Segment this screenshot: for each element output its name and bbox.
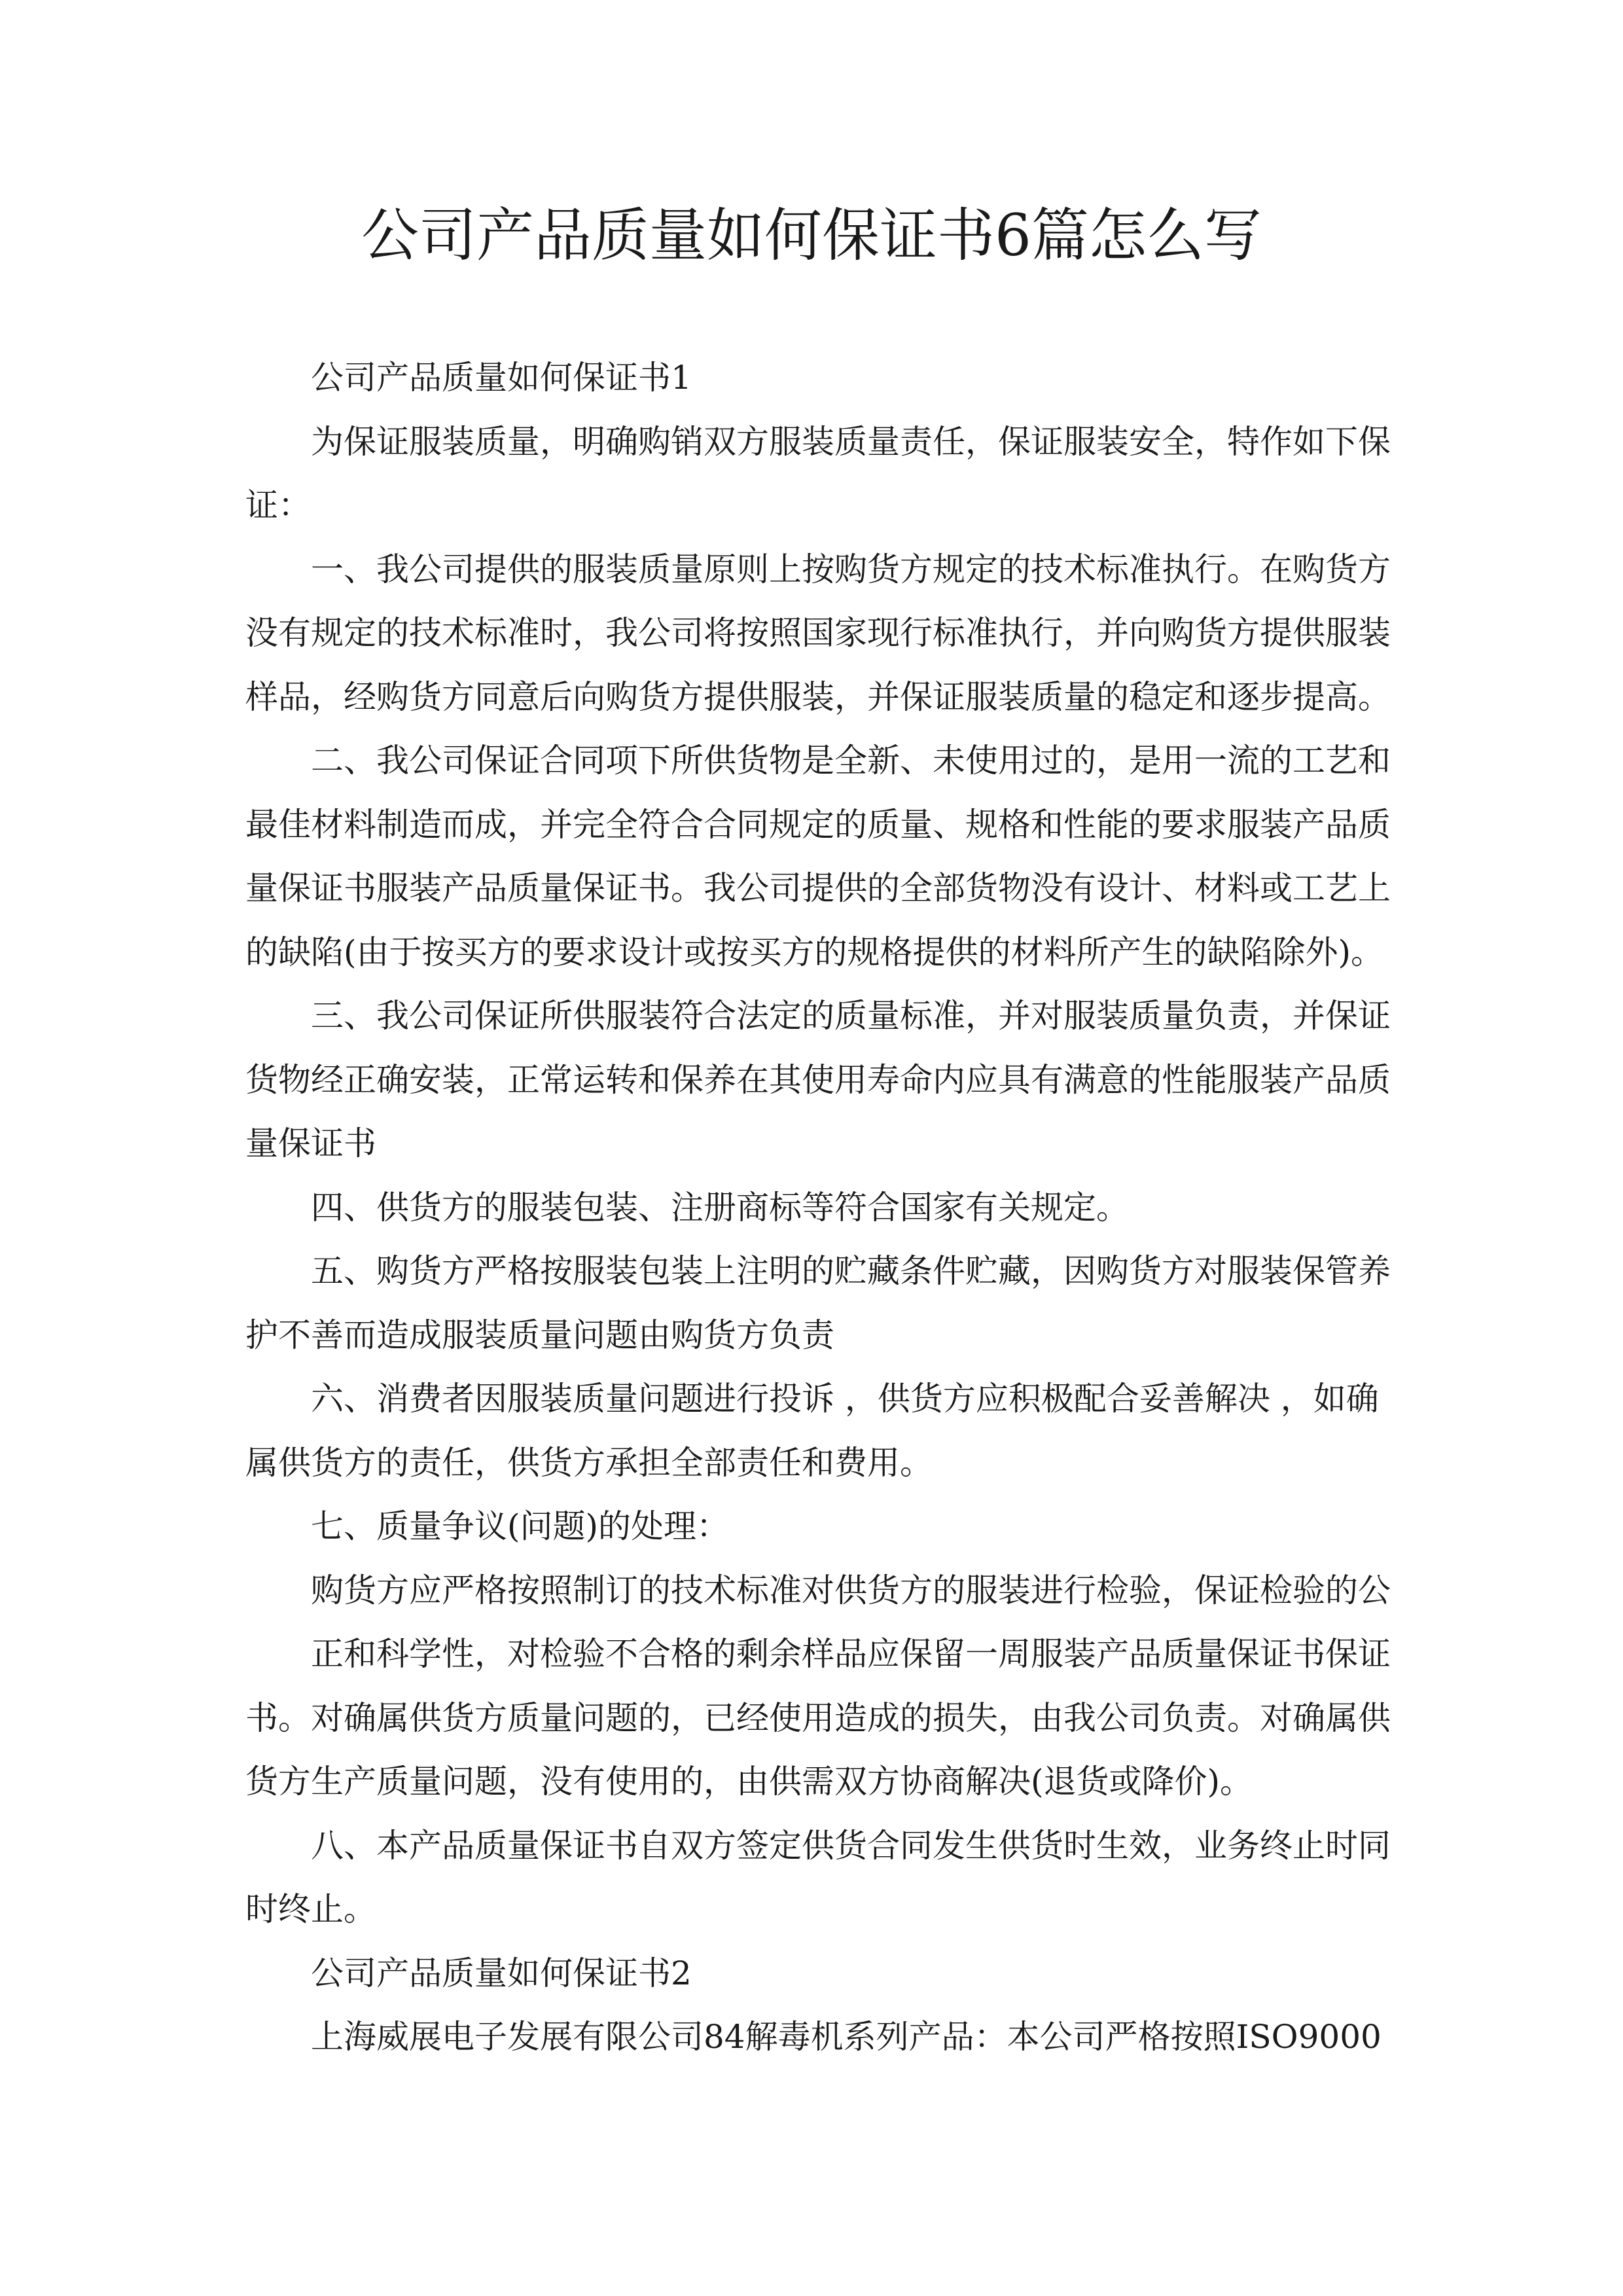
paragraph-line: 货方生产质量问题，没有使用的，由供需双方协商解决(退货或降价)。 bbox=[245, 1763, 1253, 1801]
paragraph-line: 四、供货方的服装包装、注册商标等符合国家有关规定。 bbox=[311, 1189, 1129, 1227]
paragraph-line: 证： bbox=[245, 486, 311, 524]
section-heading: 公司产品质量如何保证书1 bbox=[311, 359, 692, 397]
paragraph-line: 最佳材料制造而成，并完全符合合同规定的质量、规格和性能的要求服装产品质 bbox=[245, 806, 1391, 844]
paragraph-line: 样品，经购货方同意后向购货方提供服装，并保证服装质量的稳定和逐步提高。 bbox=[245, 678, 1391, 716]
paragraph-line: 上海威展电子发展有限公司84解毒机系列产品：本公司严格按照ISO9000 bbox=[311, 2018, 1382, 2056]
paragraph-line: 购货方应严格按照制订的技术标准对供货方的服装进行检验，保证检验的公 bbox=[311, 1571, 1391, 1609]
paragraph-line: 正和科学性，对检验不合格的剩余样品应保留一周服装产品质量保证书保证 bbox=[311, 1635, 1391, 1673]
paragraph-line: 属供货方的责任，供货方承担全部责任和费用。 bbox=[245, 1444, 933, 1482]
paragraph-line: 三、我公司保证所供服装符合法定的质量标准，并对服装质量负责，并保证 bbox=[311, 997, 1391, 1035]
paragraph-line: 护不善而造成服装质量问题由购货方负责 bbox=[245, 1316, 834, 1354]
paragraph-line: 量保证书服装产品质量保证书。我公司提供的全部货物没有设计、材料或工艺上 bbox=[245, 869, 1391, 907]
paragraph-line: 没有规定的技术标准时，我公司将按照国家现行标准执行，并向购货方提供服装 bbox=[245, 614, 1391, 652]
paragraph-line: 书。对确属供货方质量问题的，已经使用造成的损失，由我公司负责。对确属供 bbox=[245, 1699, 1391, 1737]
paragraph-line: 八、本产品质量保证书自双方签定供货合同发生供货时生效，业务终止时同 bbox=[311, 1827, 1391, 1865]
section-heading: 公司产品质量如何保证书2 bbox=[311, 1954, 692, 1992]
paragraph-line: 量保证书 bbox=[245, 1124, 376, 1162]
paragraph-line: 货物经正确安装，正常运转和保养在其使用寿命内应具有满意的性能服装产品质 bbox=[245, 1061, 1391, 1099]
paragraph-line: 二、我公司保证合同项下所供货物是全新、未使用过的，是用一流的工艺和 bbox=[311, 742, 1391, 780]
paragraph-line: 时终止。 bbox=[245, 1890, 376, 1928]
paragraph-line: 六、消费者因服装质量问题进行投诉 ，供货方应积极配合妥善解决 ，如确 bbox=[311, 1380, 1379, 1418]
paragraph-line: 一、我公司提供的服装质量原则上按购货方规定的技术标准执行。在购货方 bbox=[311, 550, 1391, 588]
paragraph-line: 的缺陷(由于按买方的要求设计或按买方的规格提供的材料所产生的缺陷除外)。 bbox=[245, 933, 1384, 971]
paragraph-line: 五、购货方严格按服装包装上注明的贮藏条件贮藏，因购货方对服装保管养 bbox=[311, 1252, 1391, 1290]
paragraph-line: 为保证服装质量，明确购销双方服装质量责任，保证服装安全，特作如下保 bbox=[311, 423, 1391, 461]
paragraph-line: 七、质量争议(问题)的处理： bbox=[311, 1507, 730, 1545]
document-title: 公司产品质量如何保证书6篇怎么写 bbox=[361, 202, 1262, 269]
